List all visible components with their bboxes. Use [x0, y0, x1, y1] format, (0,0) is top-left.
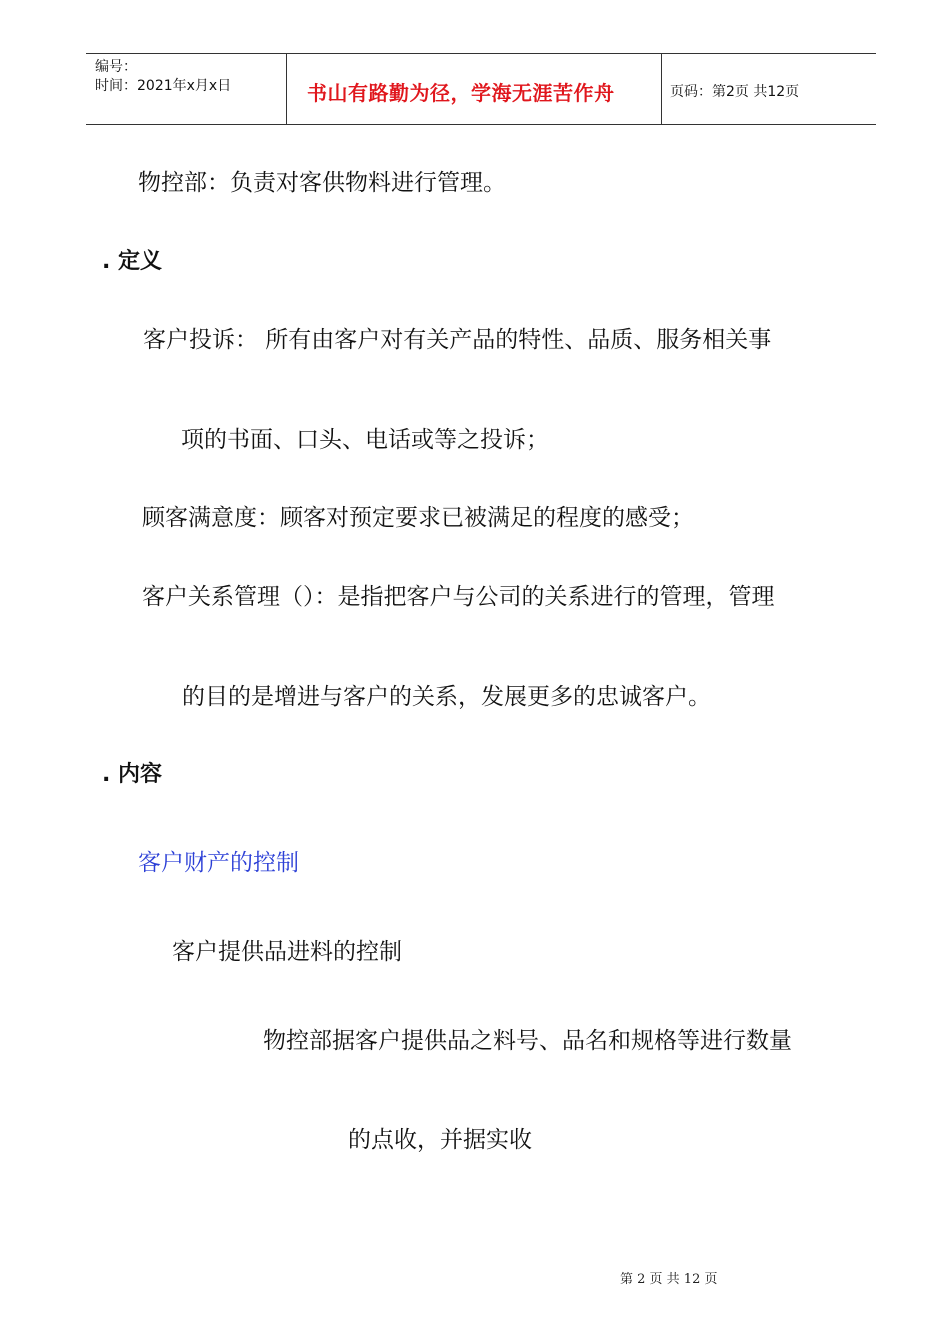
- header-page-cell: [661, 54, 876, 124]
- incoming-control-text-line1: 物控部据客户提供品之料号、品名和规格等进行数量: [263, 1028, 792, 1054]
- header-motto-cell: [286, 54, 662, 124]
- incoming-control-text-line2: 的点收，并据实收: [348, 1127, 532, 1153]
- content-heading: . 内容: [102, 762, 163, 787]
- complaint-definition-line1: 客户投诉： 所有由客户对有关产品的特性、品质、服务相关事: [143, 327, 772, 353]
- definitions-heading: . 定义: [102, 249, 163, 274]
- incoming-control-title: 客户提供品进料的控制: [172, 939, 402, 965]
- time-label: 时间：2021年x月x日: [95, 78, 232, 94]
- page-header: [86, 53, 876, 125]
- header-motto: 书山有路勤为径，学海无涯苦作舟: [307, 81, 615, 105]
- customer-property-subheading: 客户财产的控制: [138, 850, 299, 876]
- page-footer: 第 2 页 共 12 页: [620, 1272, 718, 1287]
- header-info-cell: [86, 54, 286, 124]
- complaint-definition-line2: 项的书面、口头、电话或等之投诉；: [181, 427, 549, 453]
- doc-number-label: 编号：: [95, 59, 137, 75]
- crm-definition-line1: 客户关系管理（）：是指把客户与公司的关系进行的管理，管理: [142, 584, 775, 610]
- intro-line: 物控部：负责对客供物料进行管理。: [138, 170, 506, 196]
- page-code: 页码：第2页 共12页: [670, 84, 800, 100]
- crm-definition-line2: 的目的是增进与客户的关系，发展更多的忠诚客户。: [182, 684, 711, 710]
- satisfaction-definition: 顾客满意度：顾客对预定要求已被满足的程度的感受；: [142, 505, 694, 531]
